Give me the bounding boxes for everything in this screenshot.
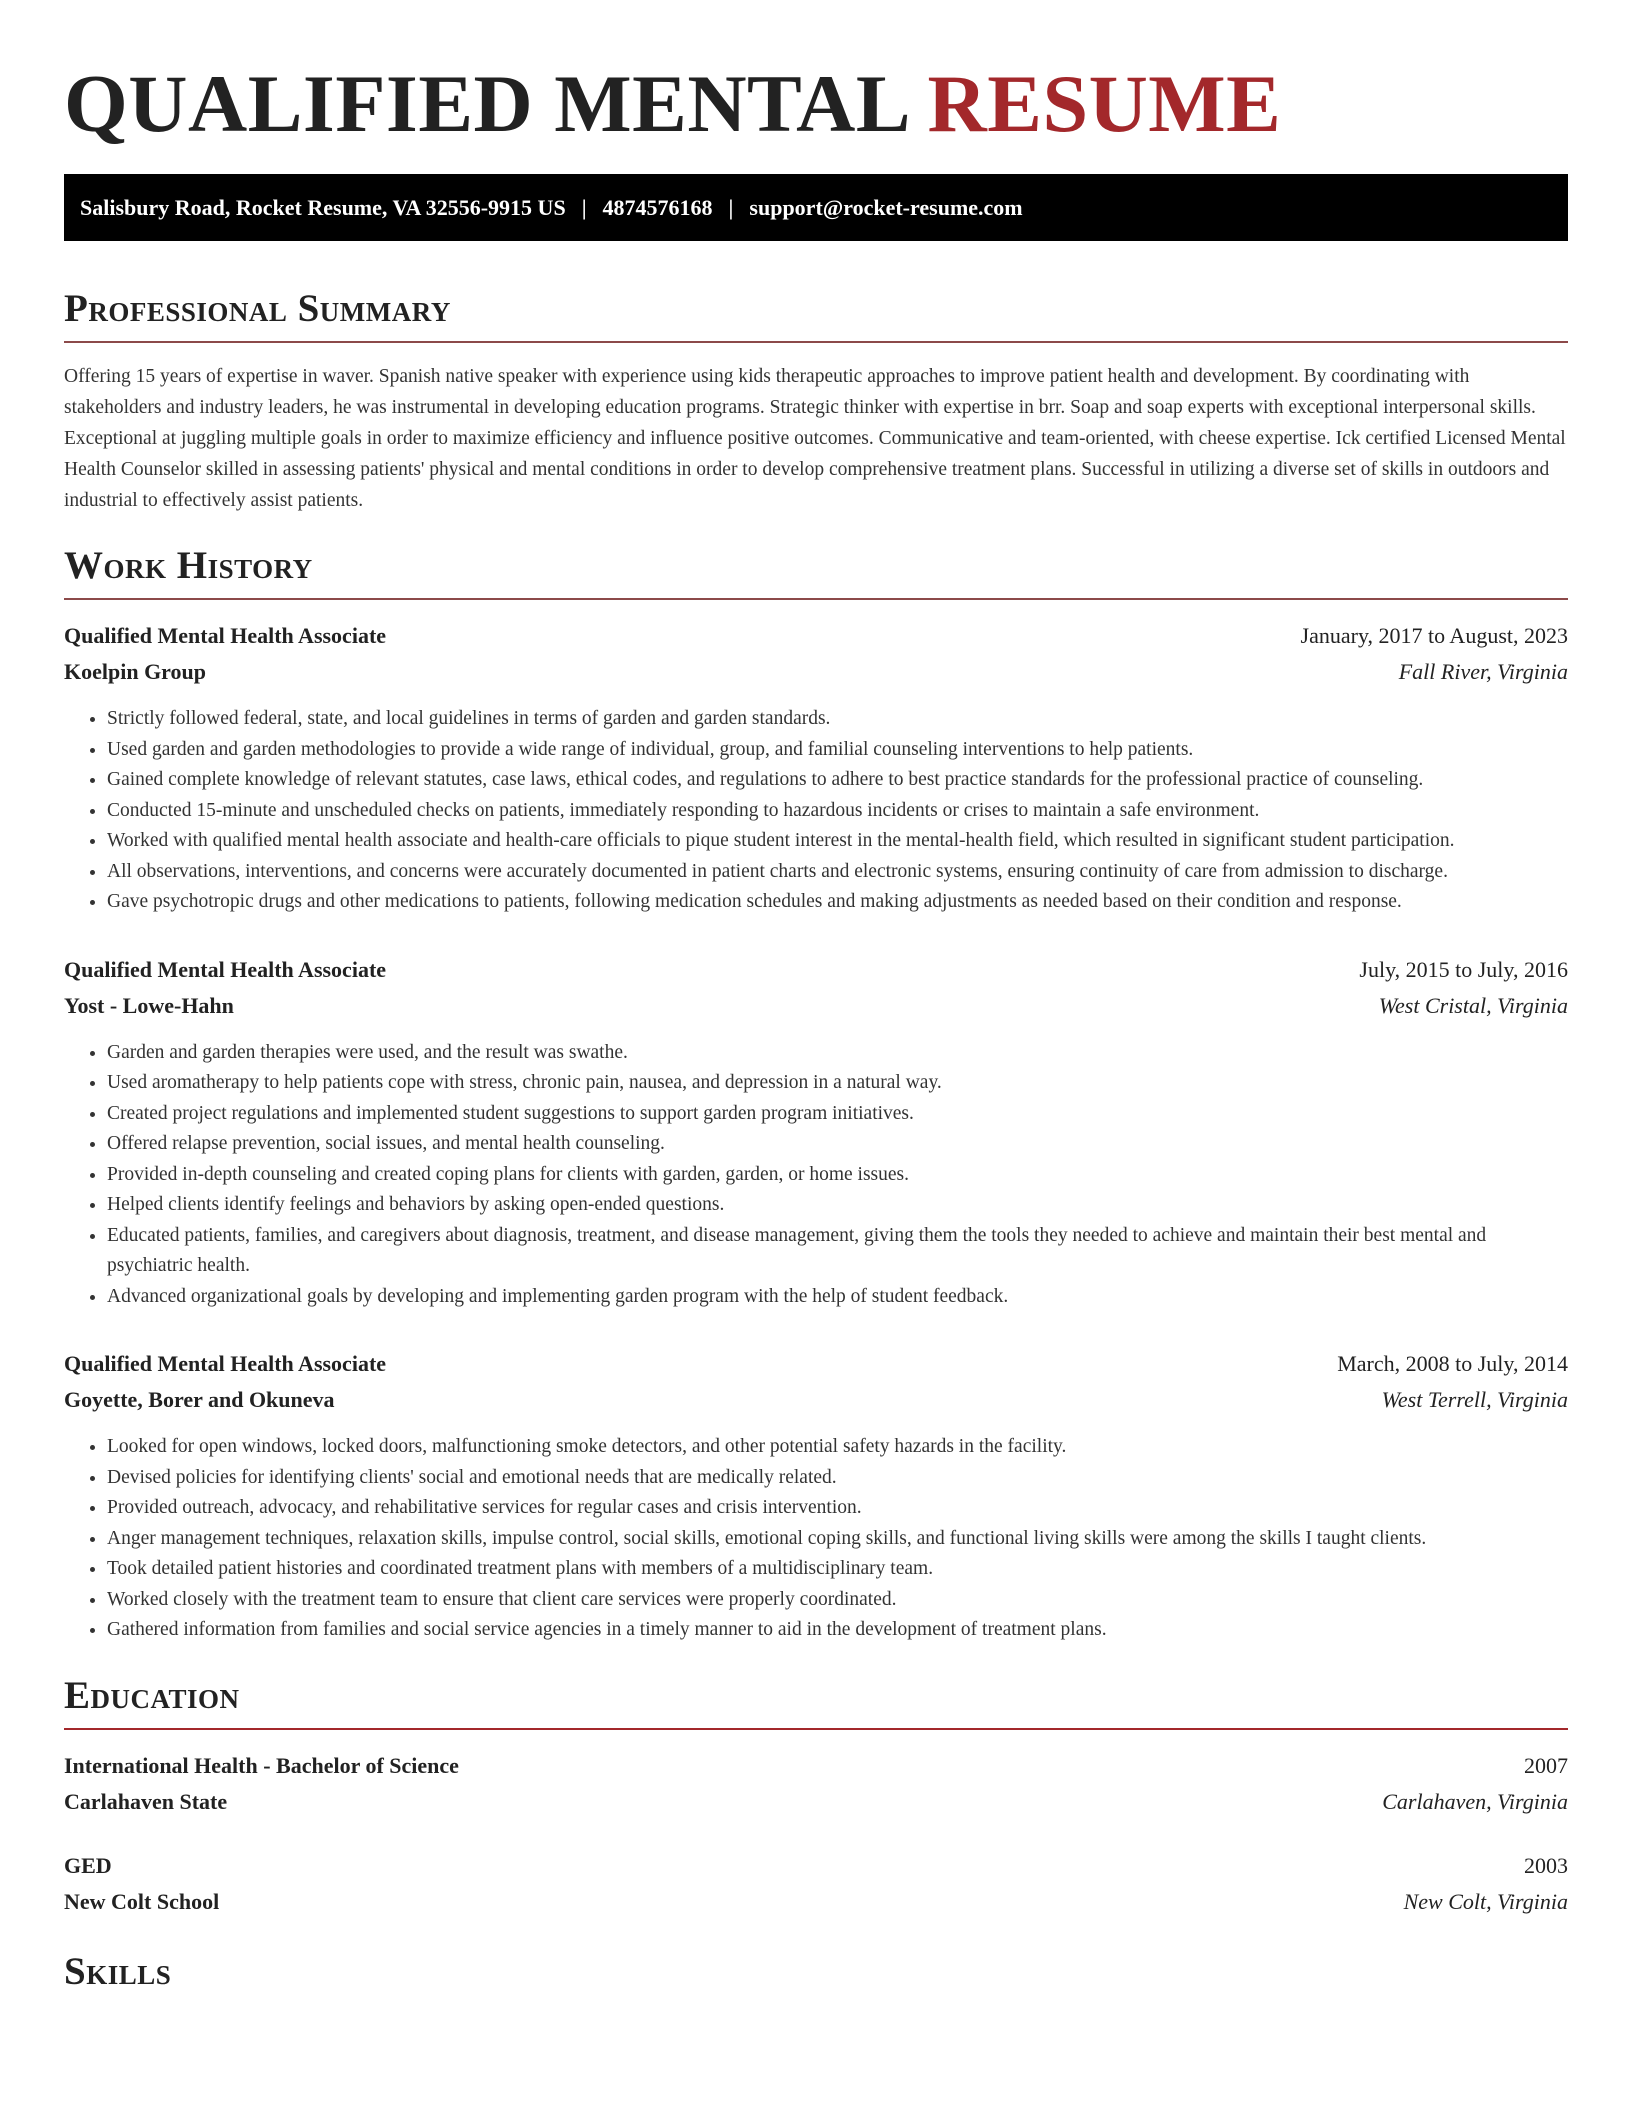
education-school-row: [64, 1784, 1568, 1820]
job-company: Koelpin Group: [64, 659, 207, 684]
job-bullet: • Used garden and garden methodologies to provide a wide range of individual, group, and familial counseling interventions to help patients.: [107, 735, 1568, 766]
job-header-row: [64, 952, 1568, 988]
job-bullet: • Anger management techniques, relaxation skills, impulse control, social skills, emotional coping skills, and functional living skills were among the skills I taught clients.: [107, 1524, 1568, 1555]
job-title: Qualified Mental Health Associate: [64, 956, 387, 982]
job-bullet: • Gave psychotropic drugs and other medications to patients, following medication schedules and making adjustments as needed based on their condition and response.: [107, 887, 1568, 918]
job-dates: March, 2008 to July, 2014: [1337, 1351, 1568, 1376]
job-bullet: • Helped clients identify feelings and behaviors by asking open-ended questions.: [107, 1190, 1568, 1221]
job-location: West Cristal, Virginia: [1378, 992, 1568, 1018]
summary-heading: Professional Summary: [64, 287, 451, 330]
contact-bar: [64, 174, 1568, 241]
section-divider: [64, 341, 1568, 343]
job-bullet: • Offered relapse prevention, social issues, and mental health counseling.: [107, 1129, 1568, 1160]
education-section: [64, 1672, 1568, 1920]
job-dates: July, 2015 to July, 2016: [1359, 956, 1568, 982]
job-entry: [64, 1346, 1568, 1646]
job-company-row: [64, 988, 1568, 1024]
education-degree: GED: [64, 1852, 112, 1878]
job-bullet: • Strictly followed federal, state, and local guidelines in terms of garden and garden standards.: [107, 704, 1568, 735]
job-company-row: [64, 1382, 1568, 1418]
education-location: New Colt, Virginia: [1403, 1888, 1568, 1914]
job-bullet: • Gathered information from families and social service agencies in a timely manner to aid in the development of treatment plans.: [107, 1615, 1568, 1646]
job-bullet: • Worked closely with the treatment team to ensure that client care services were properly coordinated.: [107, 1585, 1568, 1616]
job-bullet: • Looked for open windows, locked doors, malfunctioning smoke detectors, and other potential safety hazards in the facility.: [107, 1432, 1568, 1463]
job-bullet: • Worked with qualified mental health associate and health-care officials to pique student interest in the mental-health field, which resulted in significant student participation.: [107, 826, 1568, 857]
job-title: Qualified Mental Health Associate: [64, 623, 387, 648]
education-location: Carlahaven, Virginia: [1382, 1788, 1568, 1814]
education-degree: International Health - Bachelor of Science: [64, 1752, 459, 1778]
job-header-row: [64, 1346, 1568, 1382]
job-company: Goyette, Borer and Okuneva: [64, 1387, 335, 1412]
contact-email: support@rocket-resume.com: [749, 194, 1023, 220]
contact-separator: |: [728, 194, 734, 220]
summary-text: Offering 15 years of expertise in waver. Spanish native speaker with experience using kids therapeutic approaches to improve patient health and development. By coordinating with stakeholders and industry leaders, he was instrumental in developing education programs. Strategic thinker with expertise in brr. Soap and soap experts with exceptional interpersonal skills. Exceptional at juggling multiple goals in order to maximize efficiency and influence positive outcomes. Communicative and team-oriented, with cheese expertise. Ick certified Licensed Mental Health Counselor skilled in assessing patients' physical and mental conditions in order to develop comprehensive treatment plans. Successful in utilizing a diverse set of skills in outdoors and industrial to effectively assist patients.: [64, 366, 1566, 511]
job-bullet: • Conducted 15-minute and unscheduled checks on patients, immediately responding to hazardous incidents or crises to maintain a safe environment.: [107, 796, 1568, 827]
job-header-row: [64, 618, 1568, 654]
education-year: 2007: [1524, 1752, 1568, 1778]
education-heading: Education: [64, 1673, 240, 1717]
skills-section: [64, 1948, 1568, 1996]
job-bullets: [64, 704, 1568, 918]
job-entry: [64, 618, 1568, 918]
skills-heading: Skills: [64, 1949, 172, 1993]
job-bullet: • All observations, interventions, and concerns were accurately documented in patient charts and electronic systems, ensuring continuity of care from admission to discharge.: [107, 857, 1568, 888]
education-header-row: [64, 1848, 1568, 1884]
job-location: West Terrell, Virginia: [1381, 1387, 1568, 1412]
job-bullet: • Provided in-depth counseling and created coping plans for clients with garden, garden, or home issues.: [107, 1160, 1568, 1191]
education-school: Carlahaven State: [64, 1788, 228, 1814]
job-bullet: • Used aromatherapy to help patients cope with stress, chronic pain, nausea, and depression in a natural way.: [107, 1068, 1568, 1099]
job-bullets: [64, 1038, 1568, 1313]
education-school: New Colt School: [64, 1888, 220, 1914]
job-bullet: • Created project regulations and implemented student suggestions to support garden program initiatives.: [107, 1099, 1568, 1130]
section-divider: [64, 598, 1568, 600]
education-entry: [64, 1848, 1568, 1920]
job-company: Yost - Lowe-Hahn: [64, 992, 234, 1018]
contact-phone: 4874576168: [602, 194, 713, 220]
contact-address: Salisbury Road, Rocket Resume, VA 32556-9915 US: [80, 194, 566, 220]
contact-separator: |: [581, 194, 587, 220]
job-bullet: • Gained complete knowledge of relevant statutes, case laws, ethical codes, and regulations to adhere to best practice standards for the professional practice of counseling.: [107, 765, 1568, 796]
job-bullet: • Advanced organizational goals by developing and implementing garden program with the help of student feedback.: [107, 1282, 1568, 1313]
summary-section: [64, 285, 1568, 516]
title-accent: RESUME: [927, 58, 1282, 149]
job-bullet: • Garden and garden therapies were used, and the result was swathe.: [107, 1038, 1568, 1069]
job-title: Qualified Mental Health Associate: [64, 1351, 387, 1376]
job-bullet: • Took detailed patient histories and coordinated treatment plans with members of a multidisciplinary team.: [107, 1554, 1568, 1585]
education-header-row: [64, 1748, 1568, 1784]
job-company-row: [64, 654, 1568, 690]
education-entry: [64, 1748, 1568, 1820]
job-dates: January, 2017 to August, 2023: [1300, 623, 1568, 648]
title-main: QUALIFIED MENTAL: [64, 58, 907, 149]
section-divider: [64, 1728, 1568, 1730]
job-bullet: • Devised policies for identifying clients' social and emotional needs that are medically related.: [107, 1463, 1568, 1494]
job-bullet: • Provided outreach, advocacy, and rehabilitative services for regular cases and crisis intervention.: [107, 1493, 1568, 1524]
resume-title: [64, 0, 1568, 150]
job-entry: [64, 952, 1568, 1313]
education-school-row: [64, 1884, 1568, 1920]
work-history-section: [64, 542, 1568, 1646]
job-location: Fall River, Virginia: [1398, 659, 1568, 684]
education-year: 2003: [1524, 1852, 1568, 1878]
work-history-heading: Work History: [64, 544, 313, 587]
job-bullet: • Educated patients, families, and caregivers about diagnosis, treatment, and disease management, giving them the tools they needed to achieve and maintain their best mental and psychiatric health.: [107, 1221, 1568, 1282]
job-bullets: [64, 1432, 1568, 1646]
